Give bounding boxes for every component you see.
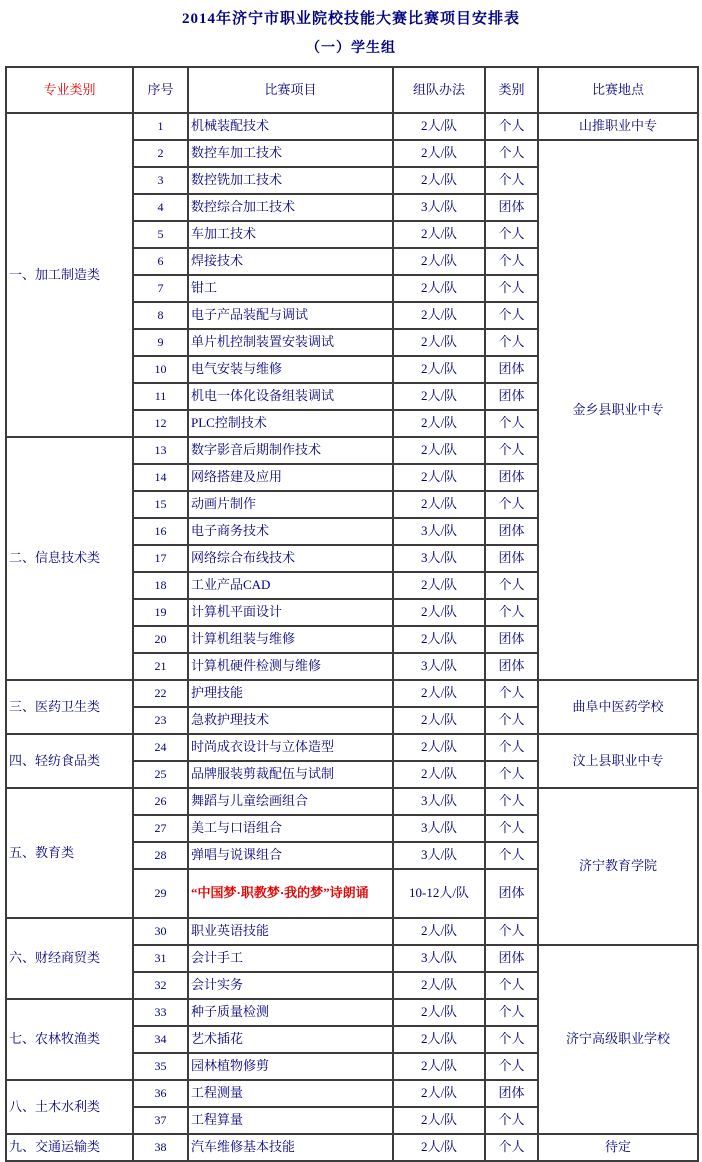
serial-number-cell: 32 bbox=[133, 972, 188, 999]
project-name-cell: 护理技能 bbox=[188, 680, 393, 707]
serial-number-cell: 1 bbox=[133, 113, 188, 140]
serial-number-cell: 26 bbox=[133, 788, 188, 815]
team-method-cell: 2人/队 bbox=[393, 275, 485, 302]
type-cell: 个人 bbox=[485, 999, 538, 1026]
serial-number-cell: 19 bbox=[133, 599, 188, 626]
type-cell: 个人 bbox=[485, 680, 538, 707]
location-cell: 汶上县职业中专 bbox=[538, 734, 698, 788]
serial-number-cell: 6 bbox=[133, 248, 188, 275]
project-name-cell: 焊接技术 bbox=[188, 248, 393, 275]
team-method-cell: 2人/队 bbox=[393, 356, 485, 383]
header-category: 专业类别 bbox=[6, 67, 133, 113]
serial-number-cell: 4 bbox=[133, 194, 188, 221]
page-title: 2014年济宁市职业院校技能大赛比赛项目安排表 bbox=[181, 11, 520, 27]
project-name-cell: 急救护理技术 bbox=[188, 707, 393, 734]
type-cell: 个人 bbox=[485, 815, 538, 842]
team-method-cell: 2人/队 bbox=[393, 1107, 485, 1134]
team-method-cell: 2人/队 bbox=[393, 113, 485, 140]
team-method-cell: 10-12人/队 bbox=[393, 869, 485, 918]
team-method-cell: 3人/队 bbox=[393, 545, 485, 572]
serial-number-cell: 22 bbox=[133, 680, 188, 707]
type-cell: 个人 bbox=[485, 1134, 538, 1161]
team-method-cell: 2人/队 bbox=[393, 1134, 485, 1161]
table-header-row bbox=[6, 67, 698, 113]
project-name-cell: 钳工 bbox=[188, 275, 393, 302]
project-name-cell: 弹唱与说课组合 bbox=[188, 842, 393, 869]
location-cell: 金乡县职业中专 bbox=[538, 140, 698, 680]
serial-number-cell: 30 bbox=[133, 918, 188, 945]
project-name-cell: 工程算量 bbox=[188, 1107, 393, 1134]
team-method-cell: 2人/队 bbox=[393, 761, 485, 788]
serial-number-cell: 8 bbox=[133, 302, 188, 329]
serial-number-cell: 21 bbox=[133, 653, 188, 680]
project-name-cell: “中国梦·职教梦·我的梦”诗朗诵 bbox=[188, 869, 393, 918]
serial-number-cell: 2 bbox=[133, 140, 188, 167]
project-name-cell: 数控铣加工技术 bbox=[188, 167, 393, 194]
type-cell: 团体 bbox=[485, 194, 538, 221]
type-cell: 团体 bbox=[485, 464, 538, 491]
team-method-cell: 2人/队 bbox=[393, 1080, 485, 1107]
category-cell: 一、加工制造类 bbox=[6, 113, 133, 437]
team-method-cell: 2人/队 bbox=[393, 572, 485, 599]
project-name-cell: 工业产品CAD bbox=[188, 572, 393, 599]
serial-number-cell: 27 bbox=[133, 815, 188, 842]
location-cell: 山推职业中专 bbox=[538, 113, 698, 140]
serial-number-cell: 29 bbox=[133, 869, 188, 918]
serial-number-cell: 12 bbox=[133, 410, 188, 437]
type-cell: 个人 bbox=[485, 275, 538, 302]
type-cell: 个人 bbox=[485, 221, 538, 248]
team-method-cell: 2人/队 bbox=[393, 734, 485, 761]
category-cell: 三、医药卫生类 bbox=[6, 680, 133, 734]
project-name-cell: 种子质量检测 bbox=[188, 999, 393, 1026]
header-project: 比赛项目 bbox=[188, 67, 393, 113]
location-cell: 曲阜中医药学校 bbox=[538, 680, 698, 734]
team-method-cell: 3人/队 bbox=[393, 194, 485, 221]
type-cell: 个人 bbox=[485, 972, 538, 999]
project-name-cell: 美工与口语组合 bbox=[188, 815, 393, 842]
type-cell: 团体 bbox=[485, 1080, 538, 1107]
table-row bbox=[6, 1134, 698, 1161]
type-cell: 个人 bbox=[485, 329, 538, 356]
table-row bbox=[6, 788, 698, 815]
type-cell: 团体 bbox=[485, 626, 538, 653]
type-cell: 个人 bbox=[485, 140, 538, 167]
team-method-cell: 3人/队 bbox=[393, 842, 485, 869]
serial-number-cell: 5 bbox=[133, 221, 188, 248]
team-method-cell: 2人/队 bbox=[393, 1026, 485, 1053]
team-method-cell: 2人/队 bbox=[393, 491, 485, 518]
project-name-cell: 汽车维修基本技能 bbox=[188, 1134, 393, 1161]
project-name-cell: 数控综合加工技术 bbox=[188, 194, 393, 221]
type-cell: 个人 bbox=[485, 842, 538, 869]
project-name-cell: 单片机控制装置安装调试 bbox=[188, 329, 393, 356]
type-cell: 个人 bbox=[485, 302, 538, 329]
type-cell: 个人 bbox=[485, 1053, 538, 1080]
team-method-cell: 2人/队 bbox=[393, 707, 485, 734]
table-row bbox=[6, 113, 698, 140]
project-name-cell: 机械装配技术 bbox=[188, 113, 393, 140]
project-name-cell: 车加工技术 bbox=[188, 221, 393, 248]
serial-number-cell: 37 bbox=[133, 1107, 188, 1134]
team-method-cell: 2人/队 bbox=[393, 972, 485, 999]
header-serial-number: 序号 bbox=[133, 67, 188, 113]
project-name-cell: 电子产品装配与调试 bbox=[188, 302, 393, 329]
serial-number-cell: 20 bbox=[133, 626, 188, 653]
type-cell: 个人 bbox=[485, 761, 538, 788]
team-method-cell: 3人/队 bbox=[393, 653, 485, 680]
team-method-cell: 2人/队 bbox=[393, 248, 485, 275]
location-cell: 待定 bbox=[538, 1134, 698, 1161]
type-cell: 个人 bbox=[485, 734, 538, 761]
project-name-cell: 数字影音后期制作技术 bbox=[188, 437, 393, 464]
serial-number-cell: 3 bbox=[133, 167, 188, 194]
project-name-cell: 职业英语技能 bbox=[188, 918, 393, 945]
project-name-cell: 电子商务技术 bbox=[188, 518, 393, 545]
type-cell: 团体 bbox=[485, 383, 538, 410]
project-name-cell: 艺术插花 bbox=[188, 1026, 393, 1053]
project-name-cell: 计算机平面设计 bbox=[188, 599, 393, 626]
page-subtitle: （一）学生组 bbox=[306, 41, 396, 56]
project-name-cell: 动画片制作 bbox=[188, 491, 393, 518]
category-cell: 五、教育类 bbox=[6, 788, 133, 918]
team-method-cell: 3人/队 bbox=[393, 815, 485, 842]
project-name-cell: 品牌服装剪裁配伍与试制 bbox=[188, 761, 393, 788]
project-name-cell: 园林植物修剪 bbox=[188, 1053, 393, 1080]
header-type: 类别 bbox=[485, 67, 538, 113]
project-name-cell: 网络综合布线技术 bbox=[188, 545, 393, 572]
type-cell: 团体 bbox=[485, 518, 538, 545]
project-name-cell: 计算机组装与维修 bbox=[188, 626, 393, 653]
type-cell: 个人 bbox=[485, 572, 538, 599]
team-method-cell: 2人/队 bbox=[393, 167, 485, 194]
serial-number-cell: 18 bbox=[133, 572, 188, 599]
project-name-cell: 机电一体化设备组装调试 bbox=[188, 383, 393, 410]
type-cell: 个人 bbox=[485, 410, 538, 437]
serial-number-cell: 16 bbox=[133, 518, 188, 545]
serial-number-cell: 35 bbox=[133, 1053, 188, 1080]
type-cell: 个人 bbox=[485, 167, 538, 194]
team-method-cell: 2人/队 bbox=[393, 999, 485, 1026]
type-cell: 个人 bbox=[485, 1107, 538, 1134]
project-name-cell: PLC控制技术 bbox=[188, 410, 393, 437]
team-method-cell: 2人/队 bbox=[393, 918, 485, 945]
type-cell: 个人 bbox=[485, 599, 538, 626]
location-cell: 济宁教育学院 bbox=[538, 788, 698, 945]
category-cell: 七、农林牧渔类 bbox=[6, 999, 133, 1080]
type-cell: 团体 bbox=[485, 945, 538, 972]
category-cell: 八、土木水利类 bbox=[6, 1080, 133, 1134]
team-method-cell: 3人/队 bbox=[393, 788, 485, 815]
competition-schedule-table bbox=[5, 66, 699, 1162]
project-name-cell: 数控车加工技术 bbox=[188, 140, 393, 167]
serial-number-cell: 33 bbox=[133, 999, 188, 1026]
type-cell: 个人 bbox=[485, 248, 538, 275]
project-name-cell: 舞蹈与儿童绘画组合 bbox=[188, 788, 393, 815]
team-method-cell: 3人/队 bbox=[393, 945, 485, 972]
team-method-cell: 2人/队 bbox=[393, 302, 485, 329]
type-cell: 个人 bbox=[485, 491, 538, 518]
serial-number-cell: 14 bbox=[133, 464, 188, 491]
project-name-cell: 会计实务 bbox=[188, 972, 393, 999]
serial-number-cell: 24 bbox=[133, 734, 188, 761]
team-method-cell: 2人/队 bbox=[393, 680, 485, 707]
location-cell: 济宁高级职业学校 bbox=[538, 945, 698, 1134]
serial-number-cell: 15 bbox=[133, 491, 188, 518]
project-name-cell: 时尚成衣设计与立体造型 bbox=[188, 734, 393, 761]
team-method-cell: 2人/队 bbox=[393, 383, 485, 410]
serial-number-cell: 13 bbox=[133, 437, 188, 464]
type-cell: 个人 bbox=[485, 1026, 538, 1053]
team-method-cell: 3人/队 bbox=[393, 518, 485, 545]
serial-number-cell: 34 bbox=[133, 1026, 188, 1053]
serial-number-cell: 38 bbox=[133, 1134, 188, 1161]
category-cell: 二、信息技术类 bbox=[6, 437, 133, 680]
category-cell: 四、轻纺食品类 bbox=[6, 734, 133, 788]
type-cell: 个人 bbox=[485, 437, 538, 464]
type-cell: 个人 bbox=[485, 788, 538, 815]
type-cell: 团体 bbox=[485, 653, 538, 680]
type-cell: 个人 bbox=[485, 918, 538, 945]
table-row bbox=[6, 734, 698, 761]
project-name-cell: 工程测量 bbox=[188, 1080, 393, 1107]
serial-number-cell: 11 bbox=[133, 383, 188, 410]
serial-number-cell: 28 bbox=[133, 842, 188, 869]
team-method-cell: 2人/队 bbox=[393, 599, 485, 626]
project-name-cell: 计算机硬件检测与维修 bbox=[188, 653, 393, 680]
serial-number-cell: 17 bbox=[133, 545, 188, 572]
team-method-cell: 2人/队 bbox=[393, 464, 485, 491]
table-body bbox=[6, 113, 698, 1161]
serial-number-cell: 7 bbox=[133, 275, 188, 302]
type-cell: 团体 bbox=[485, 545, 538, 572]
type-cell: 团体 bbox=[485, 356, 538, 383]
project-name-cell: 网络搭建及应用 bbox=[188, 464, 393, 491]
team-method-cell: 2人/队 bbox=[393, 437, 485, 464]
team-method-cell: 2人/队 bbox=[393, 1053, 485, 1080]
type-cell: 团体 bbox=[485, 869, 538, 918]
type-cell: 个人 bbox=[485, 707, 538, 734]
type-cell: 个人 bbox=[485, 113, 538, 140]
team-method-cell: 2人/队 bbox=[393, 329, 485, 356]
serial-number-cell: 10 bbox=[133, 356, 188, 383]
team-method-cell: 2人/队 bbox=[393, 626, 485, 653]
project-name-cell: 电气安装与维修 bbox=[188, 356, 393, 383]
header-location: 比赛地点 bbox=[538, 67, 698, 113]
team-method-cell: 2人/队 bbox=[393, 410, 485, 437]
team-method-cell: 2人/队 bbox=[393, 221, 485, 248]
header-team-method: 组队办法 bbox=[393, 67, 485, 113]
serial-number-cell: 23 bbox=[133, 707, 188, 734]
serial-number-cell: 9 bbox=[133, 329, 188, 356]
serial-number-cell: 36 bbox=[133, 1080, 188, 1107]
serial-number-cell: 25 bbox=[133, 761, 188, 788]
team-method-cell: 2人/队 bbox=[393, 140, 485, 167]
table-row bbox=[6, 680, 698, 707]
serial-number-cell: 31 bbox=[133, 945, 188, 972]
project-name-cell: 会计手工 bbox=[188, 945, 393, 972]
category-cell: 九、交通运输类 bbox=[6, 1134, 133, 1161]
category-cell: 六、财经商贸类 bbox=[6, 918, 133, 999]
